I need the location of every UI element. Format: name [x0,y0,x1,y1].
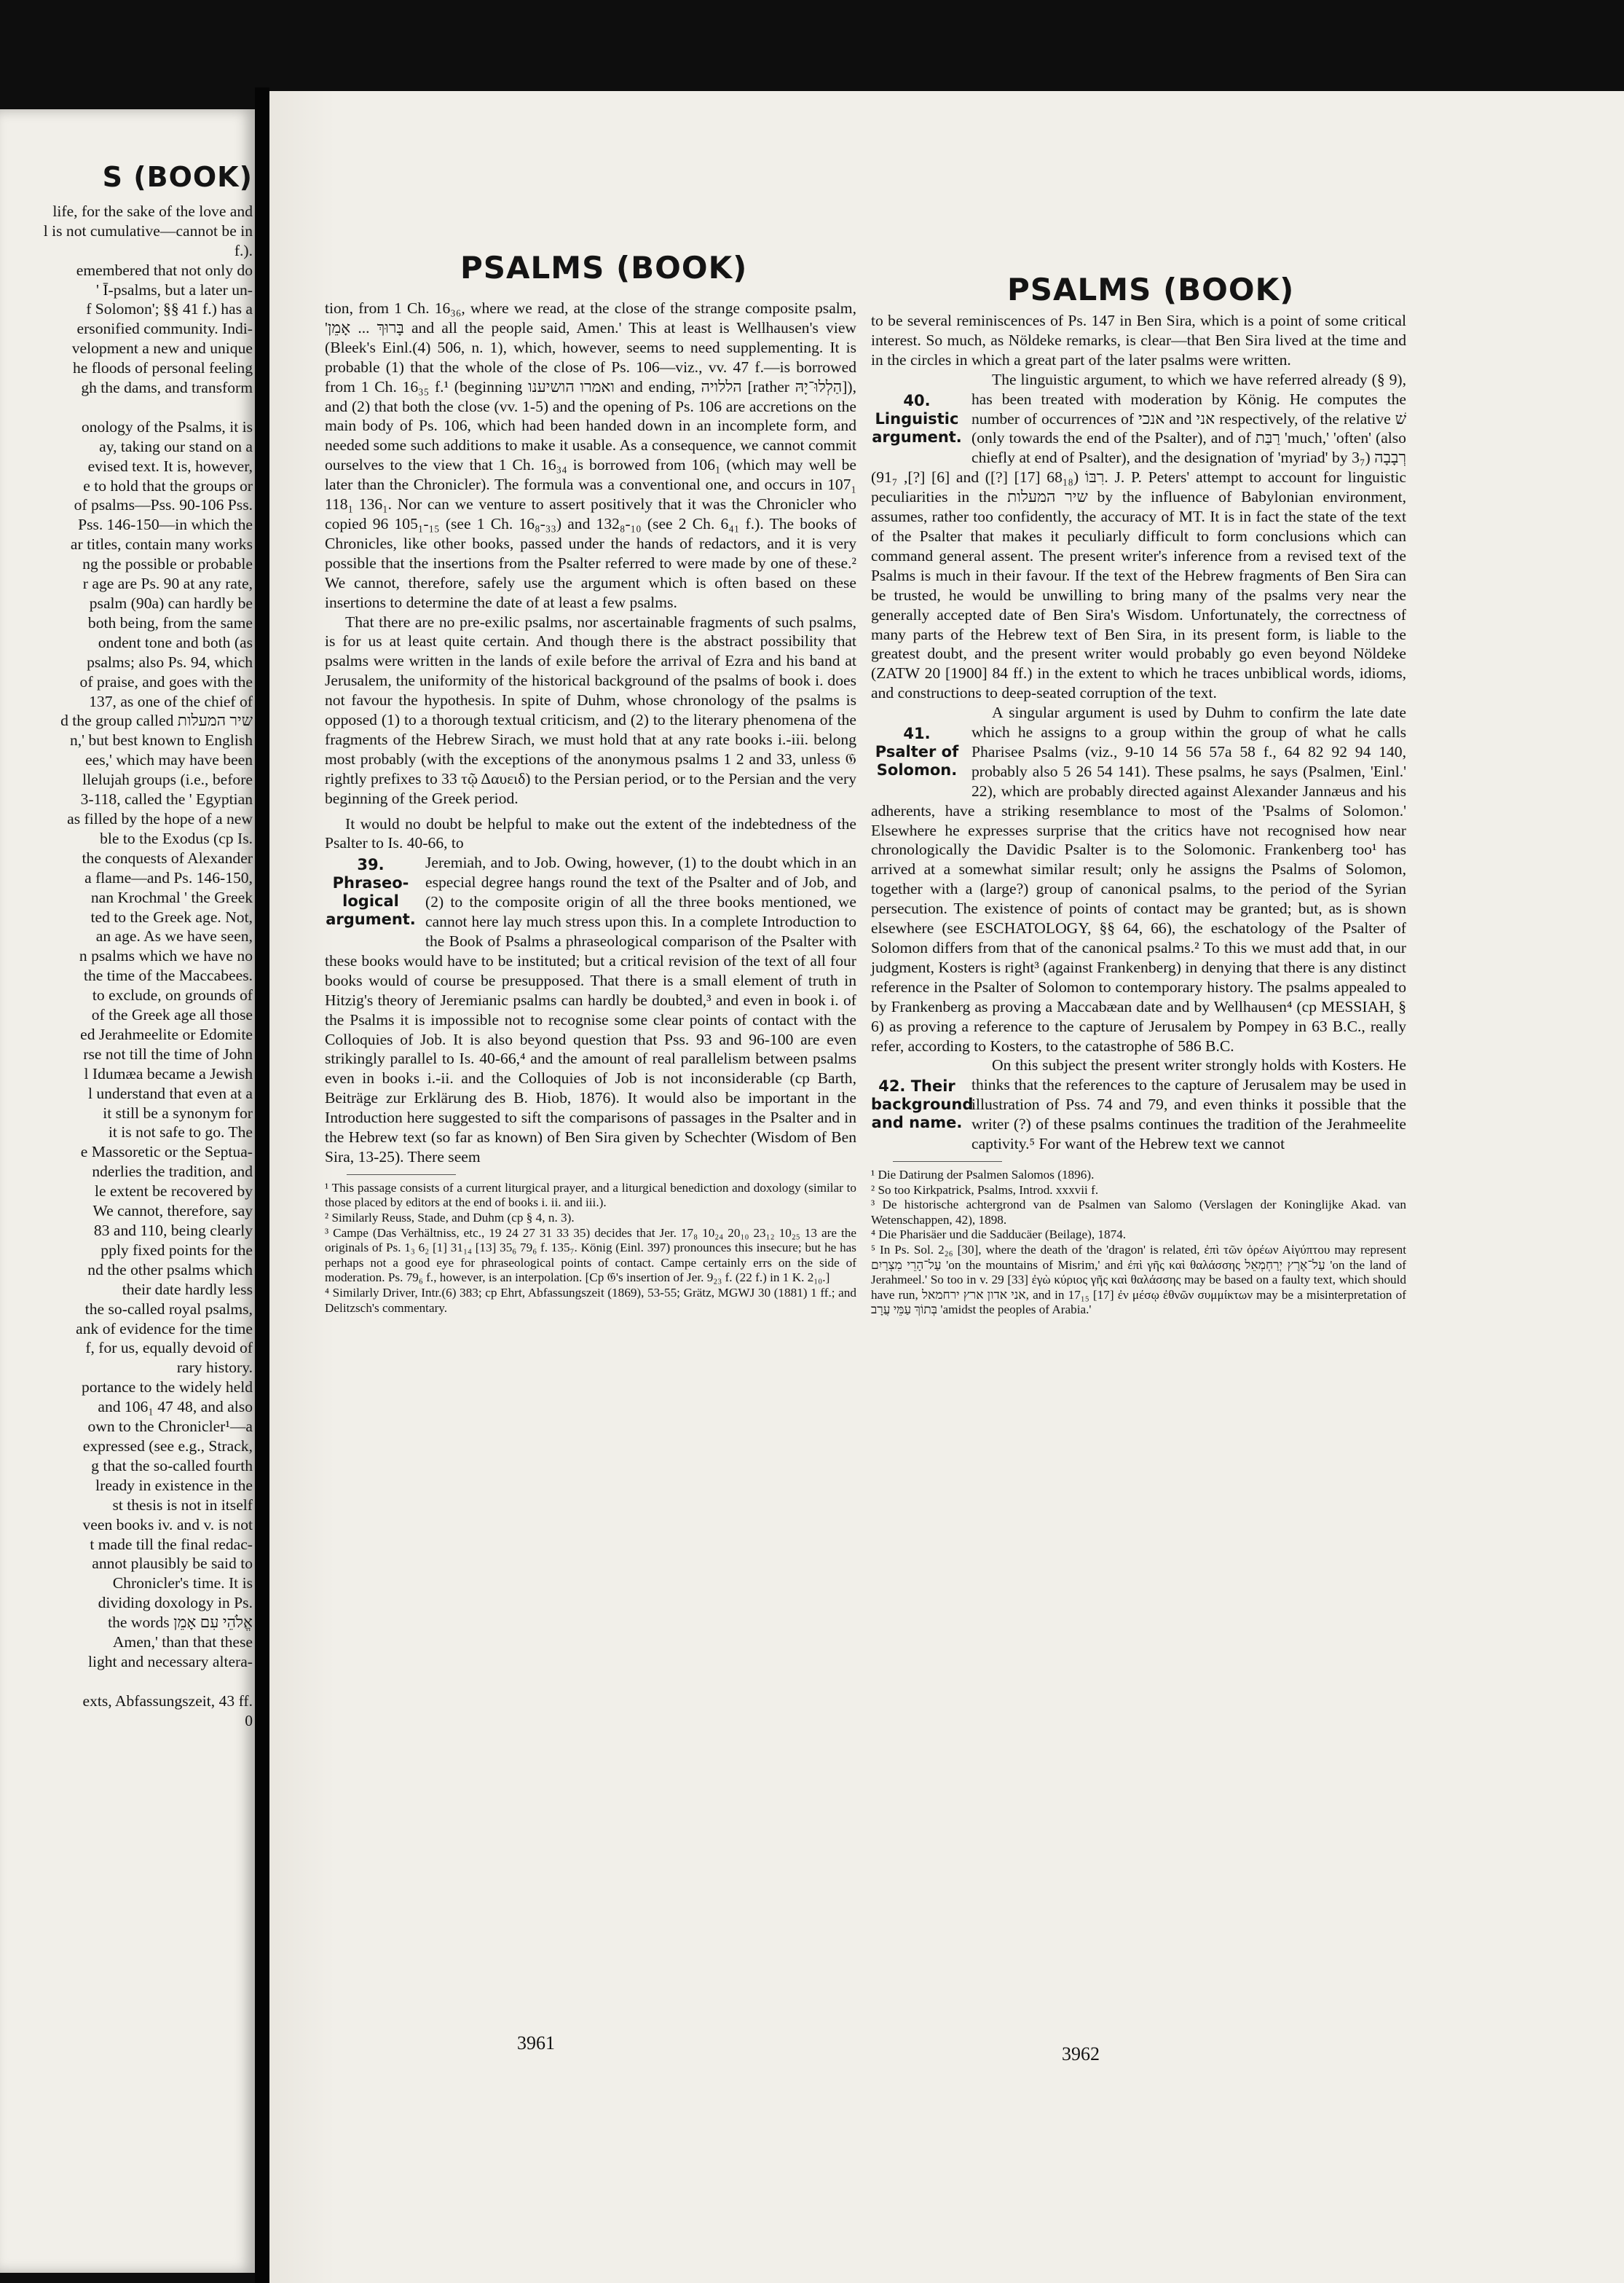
left-text-line: l is not cumulative—cannot be in [43,221,253,240]
footnote: ⁵ In Ps. Sol. 2₂₆ [30], where the death of the 'dragon' is related, ἐπὶ τῶν ὀρέων Αἰγύπτου may represent עַל־הָרֵי מִצְרַיִם 'on the mountains of Misrim,' and ἐπὶ γῆς καὶ θαλάσσης עַל־אֶרֶץ יְרַחְמְאֵל 'on the land of Jerahmeel.' So too in v. 29 [33] ἐγὼ κύριος γῆς καὶ θαλάσσης may be based on a faulty text, which should have run, אני אדון ארץ ירחמאל, and in 17₁₅ [17] ἐν μέσῳ ἐθνῶν συμμίκτων may be a misinterpretation of בְּתוֹךְ עַמֵּי עֲרָב 'amidst the peoples of Arabia.' [871,1242,1406,1317]
footnote: ⁴ Similarly Driver, Intr.(6) 383; cp Ehrt, Abfassungszeit (1869), 53-55; Grätz, MGWJ 30 (1881) 1 ff.; and Delitzsch's commentary. [325,1286,856,1315]
page-number-right: 3962 [1062,2043,1100,2064]
paragraph: Jeremiah, and to Job. Owing, however, (1) to the doubt which in an especial degree hangs round the text of the Psalter and of Job, and (2) to the composite origin of all the three books mentioned, we cannot here lay much stress upon this. In a complete Introduction to the Book of Psalms a phraseological comparison of the Psalter with these books would have to be instituted; but a critical revision of the text of all four books would of course be presupposed. That there is a small element of truth in Hitzig's theory of Jeremianic psalms can hardly be doubted,³ and even in book i. of the Psalms it is impossible not to recognise some clear points of contact with the Colloquies of Job. It is also beyond question that Pss. 93 and 96-100 are even strikingly parallel to Is. 40-66,⁴ and the amount of real parallelism between psalms even in books i.-ii. and the Colloquies of Job is not inconsiderable (cp Barth, Beiträge zur Erklärung des B. Hiob, 1876). It would also be important in the Introduction here suggested to sift the comparisons of passages in the Psalter and in the Hebrew text (so far as known) of Ben Sira given by Schechter (Wisdom of Ben Sira, 13-25). There seem [325,854,856,1166]
left-text-line: pply fixed points for the [100,1241,253,1259]
footnote-rule [347,1174,456,1175]
left-text-line: n,' but best known to English [69,731,253,750]
sidenote-42: 42. Their background and name. [871,1077,974,1132]
left-text-line: d the group called שיר המעלות [60,712,253,730]
left-text-line: ng the possible or probable [82,555,253,573]
left-text-line: the time of the Maccabees. [83,967,253,985]
left-text-line: rse not till the time of John [83,1045,253,1063]
left-text-line: ' Ī-psalms, but a later un- [96,280,253,299]
paragraph: On this subject the present writer strongly holds with Kosters. He thinks that the references to the capture of Jerusalem may be used in illustration of Pss. 74 and 79, and even thinks it possible that the writer (?) of these psalms continues the tradition of the Jerahmeelite captivity.⁵ For want of the Hebrew text we cannot [971,1056,1406,1153]
footnote: ³ Campe (Das Verhältniss, etc., 19 24 27 31 33 35) decides that Jer. 17₈ 10₂₄ 20₁₀ 23₁₂ 10₂₅ 13 are the originals of Ps. 1₃ 6₂ [1] 31₁₄ [13] 35₆ 79₆ f. 135₇. König (Einl. 397) pronounces this insecure; but he has perhaps not a good eye for phraseological points of contact. Campe certainly errs on the side of moderation. Ps. 79₆ f., however, is an interpolation. [Cp 𝔊's insertion of Jer. 9₂₃ f. (22 f.) in 1 K. 2₁₀.] [325,1225,856,1285]
left-text-line [0,398,253,417]
footnote: ² So too Kirkpatrick, Psalms, Introd. xxxvii f. [871,1182,1099,1197]
left-text-line: 137, as one of the chief of [89,692,253,710]
left-column [0,161,253,1731]
left-page-fragment [0,109,255,2273]
left-text-line: lready in existence in the [95,1476,253,1494]
footnote: ² Similarly Reuss, Stade, and Duhm (cp § 4, n. 3). [325,1211,575,1225]
left-text-line: Amen,' than that these [112,1633,253,1651]
left-text-line: light and necessary altera- [87,1652,253,1670]
left-text-line: st thesis is not in itself [112,1496,253,1514]
left-text-line: ted to the Greek age. Not, [90,908,253,926]
left-text-line: of praise, and goes with the [79,672,253,691]
left-text-line: the conquests of Alexander [82,849,253,867]
left-text-line: own to the Chronicler¹—a [87,1418,253,1436]
paragraph: The linguistic argument, to which we have referred already (§ 9), has been treated with moderation by König. He computes the number of occurrences of אנכי and אני respectively, of the relative שׁ (only towards the end of the Psalter), and of רַבַּת 'much,' 'often' (also chiefly at end of Psalter), and the designation of 'myriad' by רְבָבָה (3₇ [6] [?], 91₇) and רִבּוֹ (68₁₈ [17] [?]). J. P. Peters' attempt to account for linguistic peculiarities in the שיר המעלות by the influence of Babylonian environment, assumes, rather too confidently, the accuracy of MT. It is in fact the state of the text of the Psalter that makes it peculiarly difficult to form conclusions which can command general assent. The present writer's inference from a revised text of the Psalms is much in their favour. If the text of the Hebrew fragments of Ben Sira can be trusted, he would be unwilling to bring many of the psalms very near the generally accepted date of Ben Sira's Wisdom. Unfortunately, the correctness of many parts of the Hebrew text of Ben Sira, in its present form, is liable to the greatest doubt, and the present writer would probably go even beyond Nöldeke (ZATW 20 [1900] 84 ff.) in the extent to which he traces unbiblical words, idioms, and constructions to deep-seated corruption of the text. [871,370,1406,702]
left-text-line: as filled by the hope of a new [67,809,253,828]
paragraph: tion, from 1 Ch. 16₃₆, where we read, at the close of the strange composite psalm, 'בָּרוּךְ ... אָמֵן and all the people said, Amen.' This at least is Wellhausen's view (Bleek's Einl.(4) 506, n. 1), which, however, seems to need supplementing. It is probable (1) that the whole of the close of Ps. 106—viz., vv. 47 f.—is borrowed from 1 Ch. 16₃₅ f.¹ (beginning ואמרו הושיענו and ending, הללויה [rather הַלְלוּ־יָהּ]), and (2) that both the close (vv. 1-5) and the opening of Ps. 106 are accretions on the main body of Ps. 106, which had been handed down in an incomplete form, and needed some such additions to make it usable. As a consequence, we cannot commit ourselves to the view that 1 Ch. 16₃₄ is borrowed from 106₁ (which may well be later than the Chronicler). The formula was a conventional one, and occurs in 107₁ 118₁ 136₁. Nor can we venture to assert positively that it was the Chronicler who copied 96 105₁-₁₅ (see 1 Ch. 16₈-₃₃) and 132₈-₁₀ (see 2 Ch. 6₄₁ f.). The books of Chronicles, like other books, passed under the hands of redactors, and it is very possible that the insertions from the Psalter referred to were made by one of these.² We cannot, therefore, safely use the argument which is often based on these insertions to determine the date of at least a few psalms. [325,299,857,611]
left-text-line: the words אֱלֹהֵי עִם אָמֵן [108,1614,253,1632]
footnote: ³ De historische achtergrond van de Psalmen van Salomo (Verslagen der Koninglijke Akad. van Wetenschappen, 42), 1898. [871,1198,1406,1227]
left-text-line: annot plausibly be said to [92,1555,253,1573]
left-text-line: Chronicler's time. It is [112,1574,253,1592]
left-text-line: nderlies the tradition, and [92,1163,253,1181]
left-text-line: f Solomon'; §§ 41 f.) has a [86,300,253,318]
left-text-line [0,1672,253,1691]
middle-column [325,299,856,1316]
book-gutter [255,87,269,2283]
sidenote-40: 40. Linguistic argument. [872,391,962,446]
sidenote-41: 41. Psalter of Solomon. [875,725,959,779]
left-text-line: g that the so-called fourth [91,1456,253,1474]
left-text-line: it still be a synonym for [103,1104,253,1122]
left-text-line: t made till the final redac- [90,1535,253,1553]
left-page-header: S (BOOK) [102,161,253,193]
right-column [871,311,1406,1318]
left-text-line: of psalms—Pss. 90-106 Pss. [74,496,253,514]
left-text-line: velopment a new and unique [71,339,253,358]
left-text-line: f, for us, equally devoid of [85,1339,253,1357]
left-text-line: nd the other psalms which [87,1260,253,1278]
left-text-line: 0 [245,1711,253,1729]
left-text-line: e Massoretic or the Septua- [80,1143,253,1161]
left-text-line: l Idumæa became a Jewish [84,1064,253,1082]
left-text-line: and 106₁ 47 48, and also [98,1398,253,1416]
left-text-line: a flame—and Ps. 146-150, [84,868,253,887]
left-text-line: n psalms which we have no [79,947,253,965]
footnote-rule [893,1161,1002,1162]
right-header: PSALMS (BOOK) [1007,272,1295,307]
paragraph: to be several reminiscences of Ps. 147 in Ben Sira, which is a point of some critical interest. So much, as Nöldeke remarks, is clear—that Ben Sira lived at the time and in the circles in which a great part of the later psalms were written. [871,312,1406,369]
left-text-line: ersonified community. Indi- [76,320,253,338]
left-text-line: it is not safe to go. The [108,1123,253,1142]
left-text-line: Pss. 146-150—in which the [78,516,253,534]
left-text-line: evised text. It is, however, [87,457,253,475]
left-text-line: of the Greek age all those [91,1006,253,1024]
left-text-line: an age. As we have seen, [95,927,253,946]
left-text-line: portance to the widely held [81,1378,253,1396]
left-text-line: ble to the Exodus (cp Is. [100,829,253,847]
left-text-line: llelujah groups (i.e., before [82,771,253,789]
footnotes-middle [325,1181,856,1316]
paragraph: It would no doubt be helpful to make out the extent of the indebtedness of the Psalter to Is. 40-66, to [325,814,856,852]
middle-header: PSALMS (BOOK) [460,250,748,286]
footnote: ¹ Die Datirung der Psalmen Salomos (1896). [871,1167,1095,1182]
left-text-lines [0,202,253,1731]
left-text-line: psalm (90a) can hardly be [89,594,253,613]
left-text-line: le extent be recovered by [94,1182,253,1201]
footnote: ⁴ Die Pharisäer und die Sadducäer (Beilage), 1874. [871,1227,1127,1242]
paragraph: A singular argument is used by Duhm to confirm the late date which he assigns to a group within the group of what he calls Pharisee Psalms (viz., 9-10 14 56 57a 58 f., 64 82 92 94 140, probably also 5 26 54 141). These psalms, he says (Psalmen, 'Einl.' 22), which are probably directed against Alexander Jannæus and his adherents, have a striking resemblance to most of the 'Psalms of Solomon.' Elsewhere he expresses surprise that the critics have not recognised how near chronologically the Davidic Psalter is to the Solomonic. Frankenberg too¹ has arrived at a somewhat similar result; only he assigns the Psalms of Solomon, together with a (large?) group of canonical psalms, to the period of the Syrian persecution. The existence of points of contact may be granted; but, as is shown elsewhere (see ESCHATOLOGY, §§ 64, 66), the eschatology of the Psalter of Solomon differs from that of the canonical psalms.² To this we must add that, in our judgment, Kosters is right³ (against Frankenberg) in denying that there is any distinct reference in the Psalter of Solomon to contemporary history. The psalms appealed to by Frankenberg as proving a Maccabæan date and by Wellhausen⁴ (cp MESSIAH, § 6) as proving a reference to the capture of Jerusalem by Pompey in 63 B.C., really refer, according to Kosters, to the catastrophe of 586 B.C. [871,704,1406,1055]
left-text-line: ondent tone and both (as [98,633,253,651]
left-text-line: dividing doxology in Ps. [98,1594,253,1612]
left-text-line: exts, Abfassungszeit, 43 ff. [82,1691,253,1710]
left-text-line: gh the dams, and transform [81,379,253,397]
left-text-line: ar titles, contain many works [70,535,253,554]
left-text-line: their date hardly less [122,1280,253,1298]
left-text-line: both being, from the same [87,613,253,632]
left-text-line: ed Jerahmeelite or Edomite [80,1025,253,1043]
left-text-line: 3-118, called the ' Egyptian [80,790,253,809]
sidenote-39: 39. Phraseo-logical argument. [326,856,416,929]
left-text-line: ay, taking our stand on a [99,437,253,455]
left-text-line: emembered that not only do [76,261,253,279]
footnotes-right [871,1168,1406,1318]
left-text-line: veen books iv. and v. is not [82,1515,253,1533]
left-text-line: l understand that even at a [87,1084,253,1102]
page-number-left: 3961 [517,2032,555,2054]
footnote: ¹ This passage consists of a current liturgical prayer, and a liturgical benediction and doxology (similar to those placed by editors at the end of books i. ii. and iii.). [325,1180,856,1210]
left-text-line: rary history. [176,1359,253,1377]
left-text-line: life, for the sake of the love and [52,202,253,220]
left-text-line: e to hold that the groups or [83,476,253,495]
left-text-line: psalms; also Ps. 94, which [87,653,253,671]
left-text-line: We cannot, therefore, say [92,1202,253,1220]
left-text-line: ank of evidence for the time [76,1319,253,1337]
left-text-line: 83 and 110, being clearly [93,1222,253,1240]
main-page [269,91,1624,2283]
left-text-line: he floods of personal feeling [72,359,253,377]
left-text-line: the so-called royal psalms, [84,1300,253,1318]
left-text-line: expressed (see e.g., Strack, [82,1437,253,1455]
left-text-line: ees,' which may have been [85,751,253,769]
left-text-line: nan Krochmal ' the Greek [90,888,253,906]
left-text-line: to exclude, on grounds of [92,986,253,1005]
left-text-line: f.). [234,241,253,259]
left-text-line: r age are Ps. 90 at any rate, [82,575,253,593]
left-text-line: onology of the Psalms, it is [81,417,253,436]
paragraph: That there are no pre-exilic psalms, nor ascertainable fragments of such psalms, is for us at least quite certain. And though there is the abstract possibility that psalms were written in the lands of exile before the arrival of Ezra and his band at Jerusalem, the uniformity of the historical background of the psalms of book i. does not favour the hypothesis. In spite of Duhm, whose chronology of the psalms is opposed (1) to a thorough textual criticism, and (2) to the literary phenomena of the fragments of the Hebrew Sirach, we must hold that at any rate books i.-iii. belong most probably (with the exceptions of the anonymous psalms 1 2 and 33, unless 𝔊 rightly prefixes to 33 τῷ Δαυειδ) to the Persian period, or to the Persian and the very beginning of the Greek period. [325,613,856,807]
